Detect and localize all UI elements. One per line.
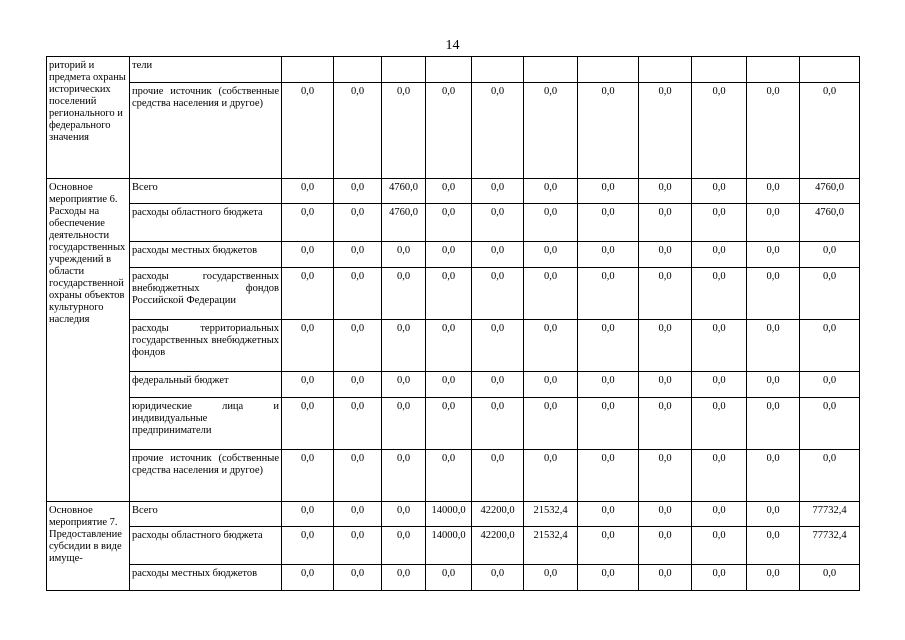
amount-cell: 0,0: [524, 398, 578, 450]
amount-cell: 0,0: [578, 83, 639, 179]
amount-cell: 0,0: [382, 242, 426, 268]
amount-cell: 0,0: [578, 320, 639, 372]
event-name-cell: риторий и предмета охраны исторических поселений регионального и федерального значения: [47, 57, 130, 179]
amount-cell: 0,0: [524, 179, 578, 204]
amount-cell: 0,0: [800, 320, 860, 372]
amount-cell: 0,0: [282, 179, 334, 204]
amount-cell: 0,0: [524, 320, 578, 372]
amount-cell: [800, 57, 860, 83]
amount-cell: 0,0: [382, 398, 426, 450]
amount-cell: 0,0: [800, 398, 860, 450]
amount-cell: 14000,0: [426, 502, 472, 527]
amount-cell: 0,0: [334, 83, 382, 179]
amount-cell: 0,0: [639, 268, 692, 320]
amount-cell: 0,0: [472, 83, 524, 179]
amount-cell: 0,0: [524, 372, 578, 398]
amount-cell: 0,0: [578, 398, 639, 450]
amount-cell: 21532,4: [524, 527, 578, 565]
funding-source-cell: прочие источник (собственные средства населения и другое): [130, 450, 282, 502]
budget-table: [46, 56, 860, 591]
amount-cell: 0,0: [747, 179, 800, 204]
table-row: [47, 83, 860, 179]
amount-cell: 0,0: [747, 565, 800, 591]
amount-cell: 77732,4: [800, 527, 860, 565]
table-row: [47, 320, 860, 372]
event-name-cell: Основное мероприятие 6. Расходы на обеспечение деятельности государственных учреждений в области государственной охраны объектов культурного наследия: [47, 179, 130, 502]
amount-cell: 42200,0: [472, 527, 524, 565]
amount-cell: 0,0: [472, 179, 524, 204]
table-row: [47, 204, 860, 242]
amount-cell: 4760,0: [800, 179, 860, 204]
page-number: 14: [445, 38, 460, 53]
amount-cell: 0,0: [426, 83, 472, 179]
amount-cell: [639, 57, 692, 83]
amount-cell: 0,0: [639, 320, 692, 372]
amount-cell: 0,0: [578, 179, 639, 204]
amount-cell: 0,0: [426, 565, 472, 591]
amount-cell: 0,0: [578, 527, 639, 565]
amount-cell: 0,0: [382, 320, 426, 372]
funding-source-cell: Всего: [130, 179, 282, 204]
funding-source-cell: тели: [130, 57, 282, 83]
table-row: [47, 179, 860, 204]
table-row: [47, 527, 860, 565]
amount-cell: 0,0: [692, 268, 747, 320]
amount-cell: [747, 57, 800, 83]
amount-cell: 0,0: [747, 320, 800, 372]
amount-cell: 0,0: [334, 450, 382, 502]
event-name-cell: Основное мероприятие 7. Предоставление субсидии в виде имуще-: [47, 502, 130, 591]
amount-cell: 0,0: [692, 320, 747, 372]
amount-cell: 0,0: [334, 502, 382, 527]
amount-cell: 0,0: [472, 398, 524, 450]
table-row: [47, 502, 860, 527]
amount-cell: 0,0: [426, 398, 472, 450]
amount-cell: 0,0: [639, 179, 692, 204]
table-row: [47, 450, 860, 502]
amount-cell: 77732,4: [800, 502, 860, 527]
amount-cell: 0,0: [692, 527, 747, 565]
amount-cell: 0,0: [382, 565, 426, 591]
amount-cell: 0,0: [800, 565, 860, 591]
amount-cell: 0,0: [639, 372, 692, 398]
amount-cell: 0,0: [382, 527, 426, 565]
amount-cell: 0,0: [524, 242, 578, 268]
amount-cell: 0,0: [639, 502, 692, 527]
amount-cell: 0,0: [282, 450, 334, 502]
amount-cell: 0,0: [578, 242, 639, 268]
amount-cell: 0,0: [747, 450, 800, 502]
amount-cell: 0,0: [426, 372, 472, 398]
amount-cell: 0,0: [426, 204, 472, 242]
amount-cell: 0,0: [692, 398, 747, 450]
amount-cell: 0,0: [524, 83, 578, 179]
amount-cell: 0,0: [692, 502, 747, 527]
amount-cell: [578, 57, 639, 83]
funding-source-cell: расходы государственных внебюджетных фондов Российской Федерации: [130, 268, 282, 320]
amount-cell: 0,0: [692, 242, 747, 268]
amount-cell: 0,0: [382, 372, 426, 398]
amount-cell: 0,0: [282, 527, 334, 565]
amount-cell: 0,0: [639, 565, 692, 591]
amount-cell: 0,0: [282, 565, 334, 591]
amount-cell: 0,0: [426, 268, 472, 320]
amount-cell: 0,0: [426, 450, 472, 502]
amount-cell: 0,0: [692, 372, 747, 398]
amount-cell: 0,0: [692, 83, 747, 179]
amount-cell: 0,0: [472, 565, 524, 591]
amount-cell: 0,0: [747, 242, 800, 268]
amount-cell: 0,0: [639, 527, 692, 565]
funding-source-cell: расходы местных бюджетов: [130, 565, 282, 591]
amount-cell: 0,0: [472, 242, 524, 268]
amount-cell: 0,0: [382, 83, 426, 179]
amount-cell: [382, 57, 426, 83]
amount-cell: [334, 57, 382, 83]
amount-cell: 0,0: [334, 398, 382, 450]
amount-cell: 0,0: [472, 268, 524, 320]
table-row: [47, 372, 860, 398]
amount-cell: 0,0: [747, 83, 800, 179]
amount-cell: 42200,0: [472, 502, 524, 527]
amount-cell: 0,0: [692, 450, 747, 502]
amount-cell: [282, 57, 334, 83]
amount-cell: 0,0: [524, 450, 578, 502]
funding-source-cell: расходы областного бюджета: [130, 204, 282, 242]
amount-cell: 0,0: [282, 242, 334, 268]
amount-cell: 0,0: [472, 204, 524, 242]
amount-cell: 0,0: [334, 179, 382, 204]
amount-cell: 14000,0: [426, 527, 472, 565]
amount-cell: 4760,0: [382, 204, 426, 242]
amount-cell: 0,0: [426, 242, 472, 268]
amount-cell: 0,0: [639, 204, 692, 242]
amount-cell: 0,0: [639, 450, 692, 502]
amount-cell: 0,0: [334, 268, 382, 320]
amount-cell: 0,0: [692, 204, 747, 242]
amount-cell: 0,0: [282, 83, 334, 179]
amount-cell: 21532,4: [524, 502, 578, 527]
funding-source-cell: расходы областного бюджета: [130, 527, 282, 565]
amount-cell: [692, 57, 747, 83]
amount-cell: 0,0: [334, 204, 382, 242]
amount-cell: 0,0: [334, 242, 382, 268]
amount-cell: 0,0: [282, 268, 334, 320]
amount-cell: 4760,0: [800, 204, 860, 242]
amount-cell: 0,0: [800, 242, 860, 268]
amount-cell: 0,0: [334, 320, 382, 372]
table-row: [47, 565, 860, 591]
table-row: [47, 268, 860, 320]
amount-cell: 0,0: [334, 565, 382, 591]
amount-cell: 0,0: [282, 398, 334, 450]
amount-cell: 0,0: [578, 502, 639, 527]
amount-cell: 0,0: [639, 242, 692, 268]
funding-source-cell: юридические лица и индивидуальные предприниматели: [130, 398, 282, 450]
amount-cell: 0,0: [472, 372, 524, 398]
table-row: [47, 57, 860, 83]
table-row: [47, 398, 860, 450]
funding-source-cell: федеральный бюджет: [130, 372, 282, 398]
amount-cell: 0,0: [747, 268, 800, 320]
amount-cell: 0,0: [382, 268, 426, 320]
amount-cell: 0,0: [334, 527, 382, 565]
amount-cell: 0,0: [524, 268, 578, 320]
amount-cell: 0,0: [747, 502, 800, 527]
amount-cell: 0,0: [282, 502, 334, 527]
amount-cell: 0,0: [800, 83, 860, 179]
amount-cell: 0,0: [578, 372, 639, 398]
amount-cell: 0,0: [747, 527, 800, 565]
amount-cell: 0,0: [639, 83, 692, 179]
amount-cell: 0,0: [282, 204, 334, 242]
amount-cell: 0,0: [747, 372, 800, 398]
amount-cell: 0,0: [382, 502, 426, 527]
amount-cell: 0,0: [639, 398, 692, 450]
amount-cell: 0,0: [426, 179, 472, 204]
amount-cell: 0,0: [578, 268, 639, 320]
amount-cell: 0,0: [578, 450, 639, 502]
amount-cell: 0,0: [472, 450, 524, 502]
amount-cell: [472, 57, 524, 83]
amount-cell: 0,0: [800, 268, 860, 320]
amount-cell: 0,0: [800, 450, 860, 502]
funding-source-cell: Всего: [130, 502, 282, 527]
amount-cell: 0,0: [747, 204, 800, 242]
amount-cell: 0,0: [282, 320, 334, 372]
amount-cell: 0,0: [692, 179, 747, 204]
amount-cell: 0,0: [524, 204, 578, 242]
amount-cell: 4760,0: [382, 179, 426, 204]
amount-cell: 0,0: [692, 565, 747, 591]
table-row: [47, 242, 860, 268]
amount-cell: [524, 57, 578, 83]
amount-cell: 0,0: [747, 398, 800, 450]
funding-source-cell: прочие источник (собственные средства населения и другое): [130, 83, 282, 179]
amount-cell: 0,0: [282, 372, 334, 398]
amount-cell: 0,0: [524, 565, 578, 591]
amount-cell: 0,0: [578, 204, 639, 242]
amount-cell: 0,0: [382, 450, 426, 502]
amount-cell: 0,0: [472, 320, 524, 372]
amount-cell: 0,0: [334, 372, 382, 398]
funding-source-cell: расходы территориальных государственных внебюджетных фондов: [130, 320, 282, 372]
amount-cell: [426, 57, 472, 83]
amount-cell: 0,0: [800, 372, 860, 398]
funding-source-cell: расходы местных бюджетов: [130, 242, 282, 268]
amount-cell: 0,0: [578, 565, 639, 591]
amount-cell: 0,0: [426, 320, 472, 372]
